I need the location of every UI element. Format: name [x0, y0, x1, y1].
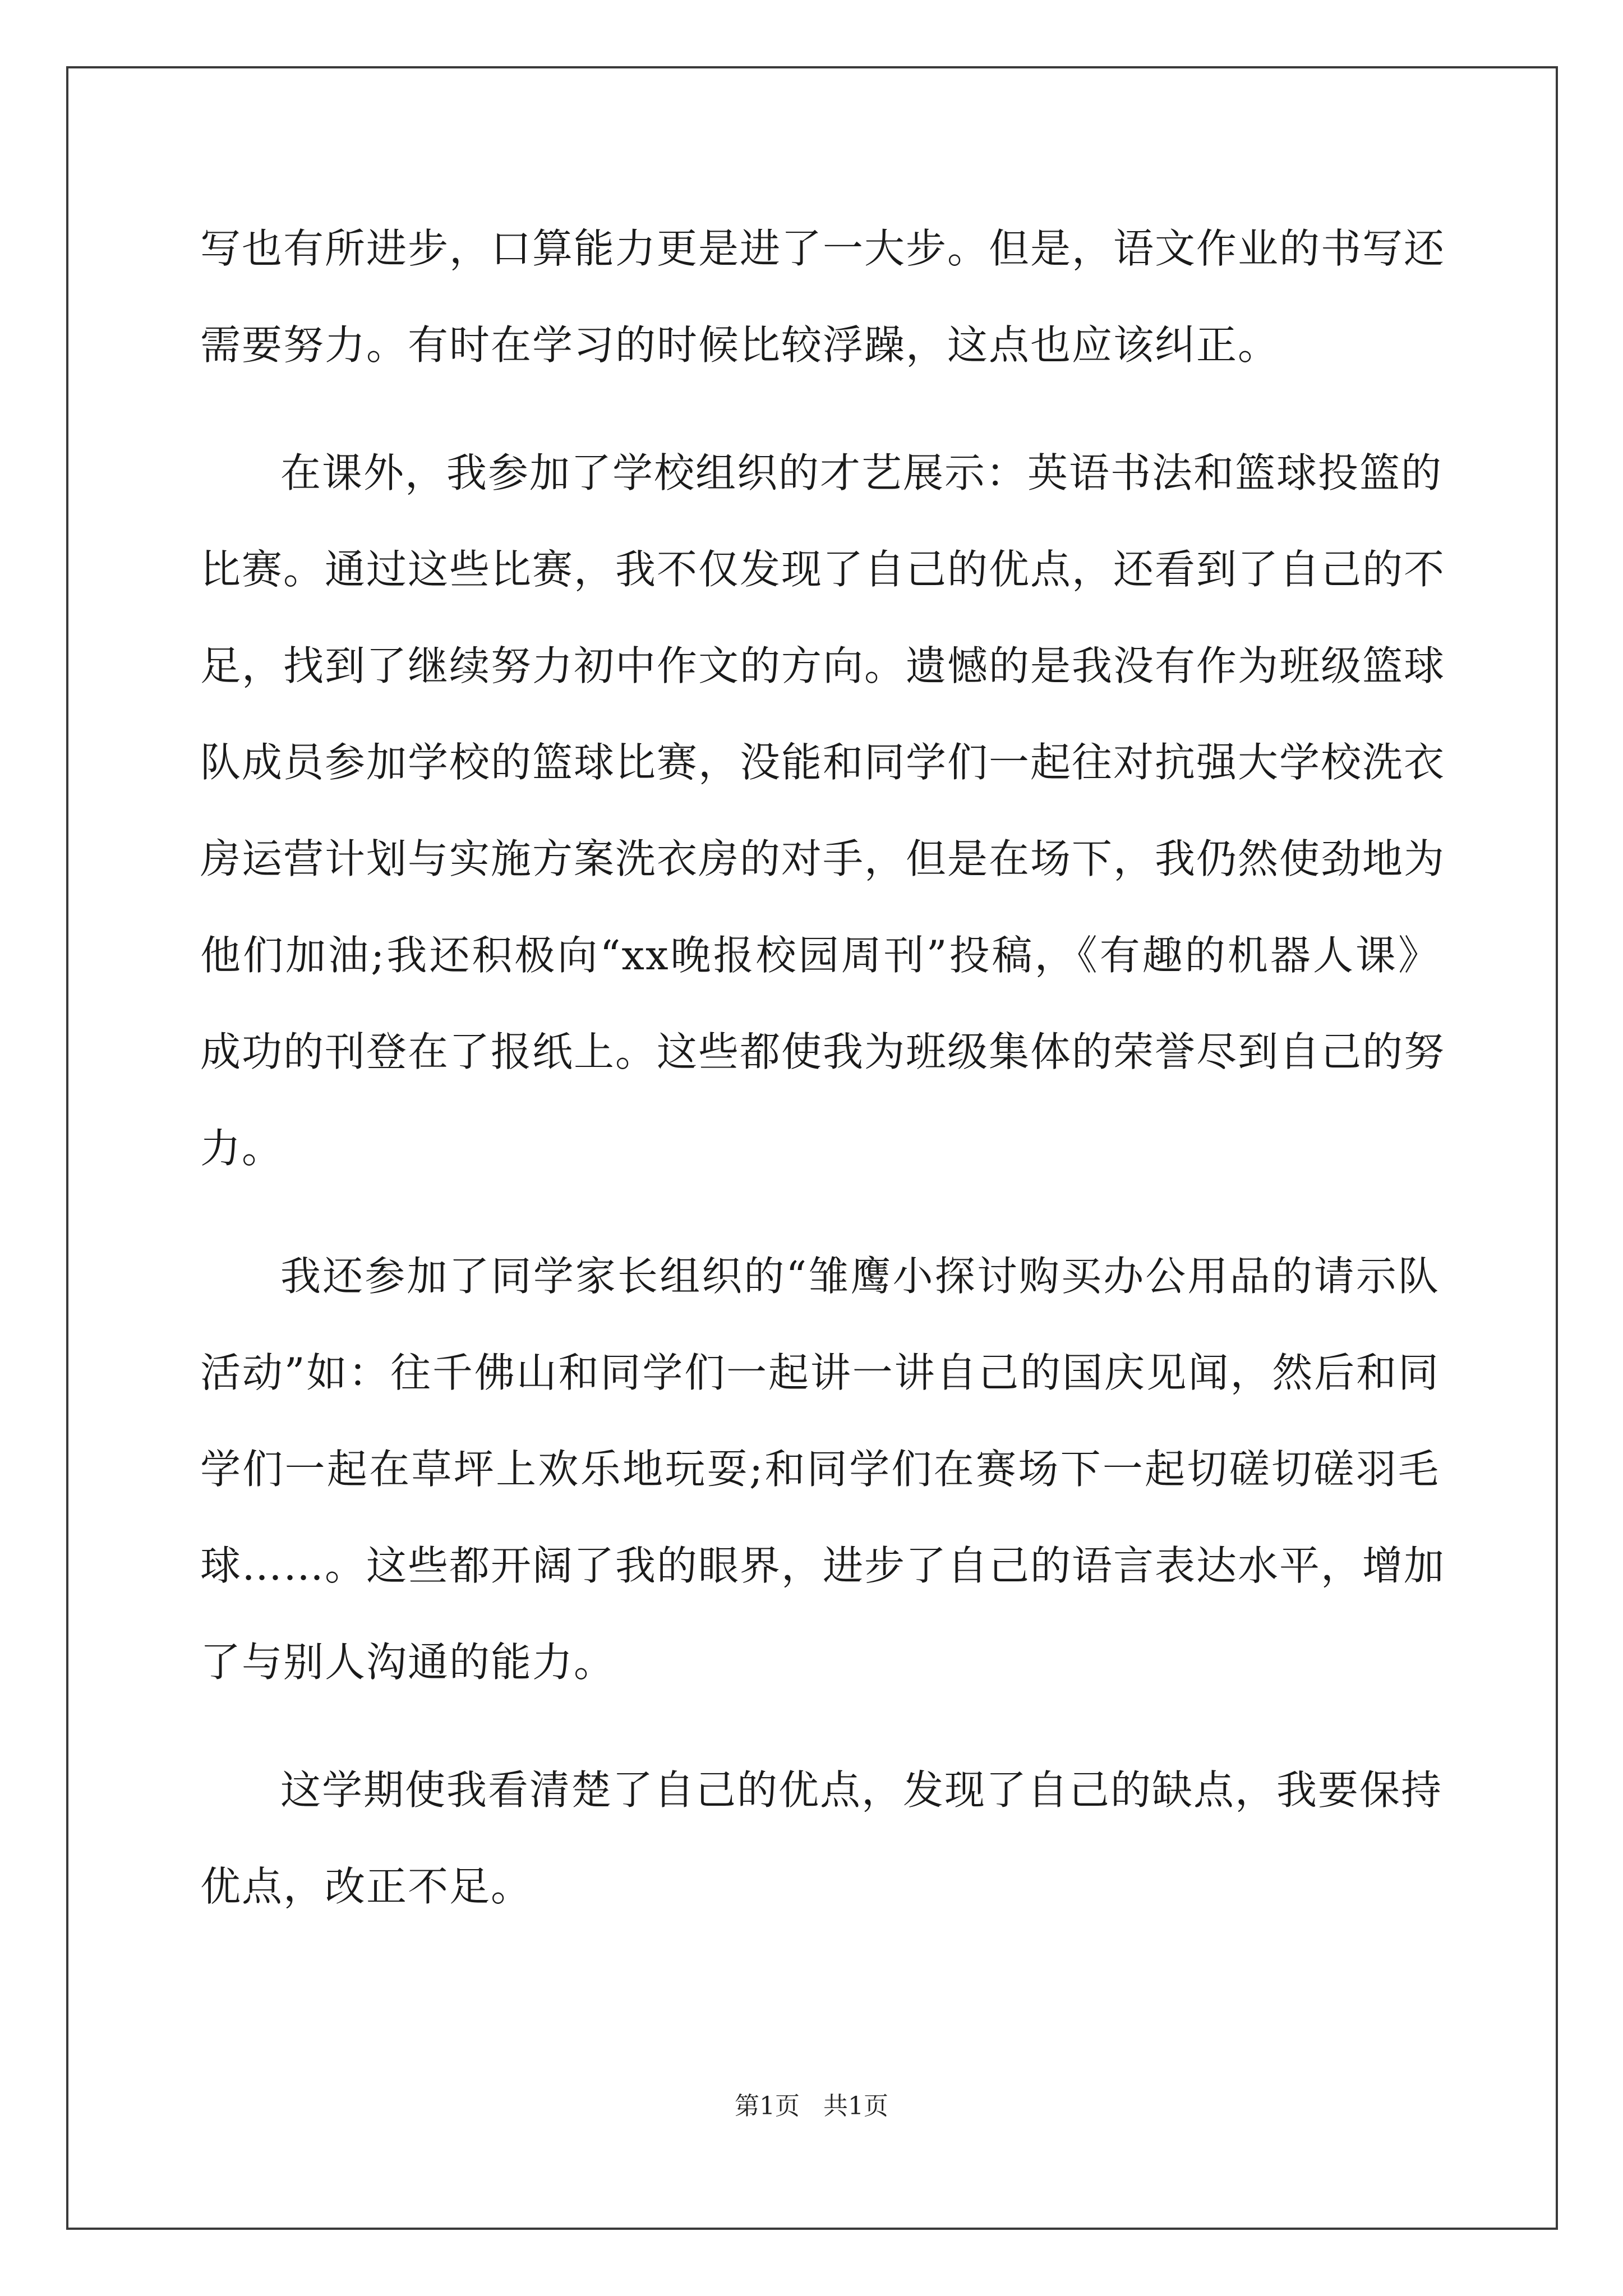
paragraph-2-line-8: 力。: [200, 1125, 284, 1172]
paragraph-3-line-4: 球……。这些都开阔了我的眼界，进步了自己的语言表达水平，增加: [200, 1542, 1446, 1589]
paragraph-2-line-7: 成功的刊登在了报纸上。这些都使我为班级集体的荣誉尽到自己的努: [200, 1028, 1446, 1075]
paragraph-2-line-1: 在课外，我参加了学校组织的才艺展示：英语书法和篮球投篮的: [280, 449, 1443, 496]
paragraph-3-line-5: 了与别人沟通的能力。: [200, 1639, 616, 1686]
page-footer: [0, 2086, 1623, 2122]
document-body: [200, 200, 1446, 1935]
paragraph-4-line-1: 这学期使我看清楚了自己的优点，发现了自己的缺点，我要保持: [280, 1766, 1443, 1814]
paragraph-1-line-1: 写也有所进步，口算能力更是进了一大步。但是，语文作业的书写还: [200, 225, 1446, 272]
paragraph-2-line-5: 房运营计划与实施方案洗衣房的对手，但是在场下，我仍然使劲地为: [200, 835, 1446, 882]
paragraph-2-line-6: 他们加油;我还积极向“xx晚报校园周刊”投稿，《有趣的机器人课》: [200, 932, 1440, 979]
paragraph-2-line-4: 队成员参加学校的篮球比赛，没能和同学们一起往对抗强大学校洗衣: [200, 739, 1446, 786]
paragraph-2-line-3: 足，找到了继续努力初中作文的方向。遗憾的是我没有作为班级篮球: [200, 642, 1446, 689]
paragraph-3-line-2: 活动”如：往千佛山和同学们一起讲一讲自己的国庆见闻，然后和同: [200, 1349, 1440, 1396]
paragraph-1-line-2: 需要努力。有时在学习的时候比较浮躁，这点也应该纠正。: [200, 321, 1280, 369]
page-number-label: 第1页: [735, 2092, 800, 2120]
paragraph-3-line-1: 我还参加了同学家长组织的“雏鹰小探讨购买办公用品的请示队: [280, 1253, 1440, 1300]
paragraph-4-line-2: 优点，改正不足。: [200, 1863, 533, 1910]
total-pages-label: 共1页: [823, 2092, 888, 2120]
paragraph-3-line-3: 学们一起在草坪上欢乐地玩耍;和同学们在赛场下一起切磋切磋羽毛: [200, 1446, 1440, 1493]
paragraph-2-line-2: 比赛。通过这些比赛，我不仅发现了自己的优点，还看到了自己的不: [200, 546, 1446, 593]
